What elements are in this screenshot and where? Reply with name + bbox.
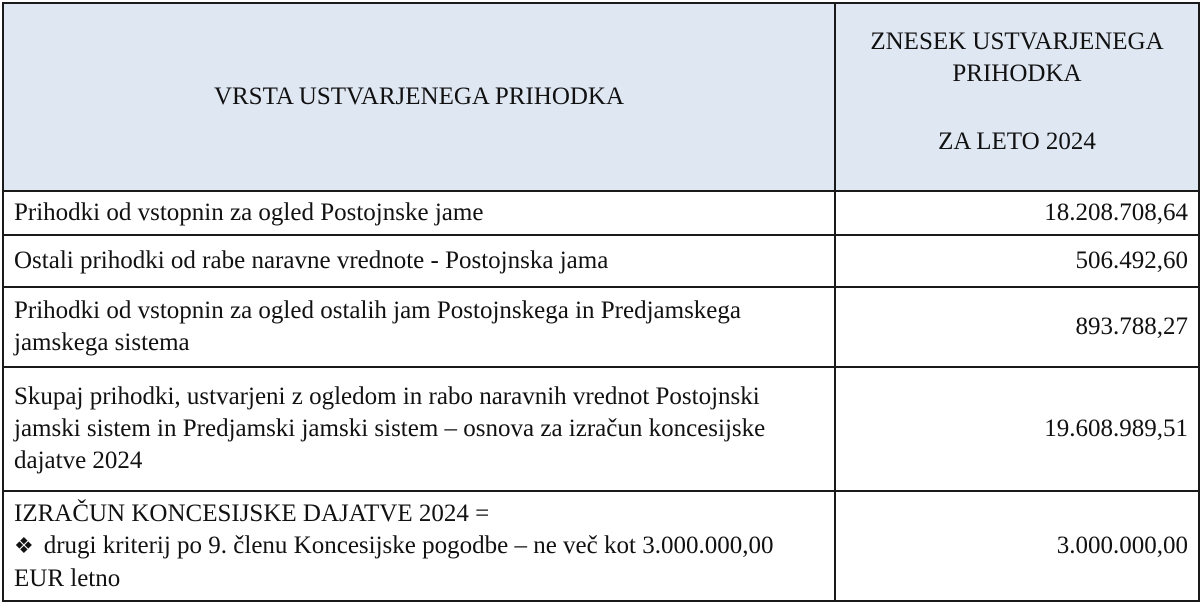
row-label: Ostali prihodki od rabe naravne vrednote - Postojnska jama — [3, 235, 835, 287]
row-amount: 18.208.708,64 — [835, 191, 1199, 235]
table-row — [3, 235, 1199, 287]
table-header-row — [3, 3, 1199, 191]
concession-criterion: drugi kriterij po 9. členu Koncesijske pogodbe – ne več kot 3.000.000,00 EUR letno — [14, 531, 774, 592]
header-revenue-amount — [835, 3, 1199, 191]
total-label: Skupaj prihodki, ustvarjeni z ogledom in rabo naravnih vrednot Postojnski jamski sistem in Predjamski jamski sistem – osnova za izračun koncesijske dajatve 2024 — [3, 367, 835, 491]
total-row — [3, 367, 1199, 491]
row-amount: 893.788,27 — [835, 287, 1199, 367]
total-amount: 19.608.989,51 — [835, 367, 1199, 491]
header-gap — [846, 90, 1188, 126]
concession-cell — [3, 491, 835, 601]
row-label: Prihodki od vstopnin za ogled Postojnske jame — [3, 191, 835, 235]
concession-criterion-line — [14, 530, 824, 595]
table-row — [3, 191, 1199, 235]
header-amount-year: ZA LETO 2024 — [938, 128, 1096, 155]
row-amount: 506.492,60 — [835, 235, 1199, 287]
revenue-table — [2, 2, 1200, 602]
header-revenue-type: VRSTA USTVARJENEGA PRIHODKA — [3, 3, 835, 191]
diamond-bullet-icon: ❖ — [14, 533, 34, 559]
header-amount-line2: PRIHODKA — [952, 60, 1082, 87]
concession-row — [3, 491, 1199, 601]
concession-amount: 3.000.000,00 — [835, 491, 1199, 601]
row-label: Prihodki od vstopnin za ogled ostalih jam Postojnskega in Predjamskega jamskega sistema — [3, 287, 835, 367]
table-row — [3, 287, 1199, 367]
concession-title: IZRAČUN KONCESIJSKE DAJATVE 2024 = — [14, 499, 490, 527]
header-amount-line1: ZNESEK USTVARJENEGA — [870, 28, 1164, 55]
